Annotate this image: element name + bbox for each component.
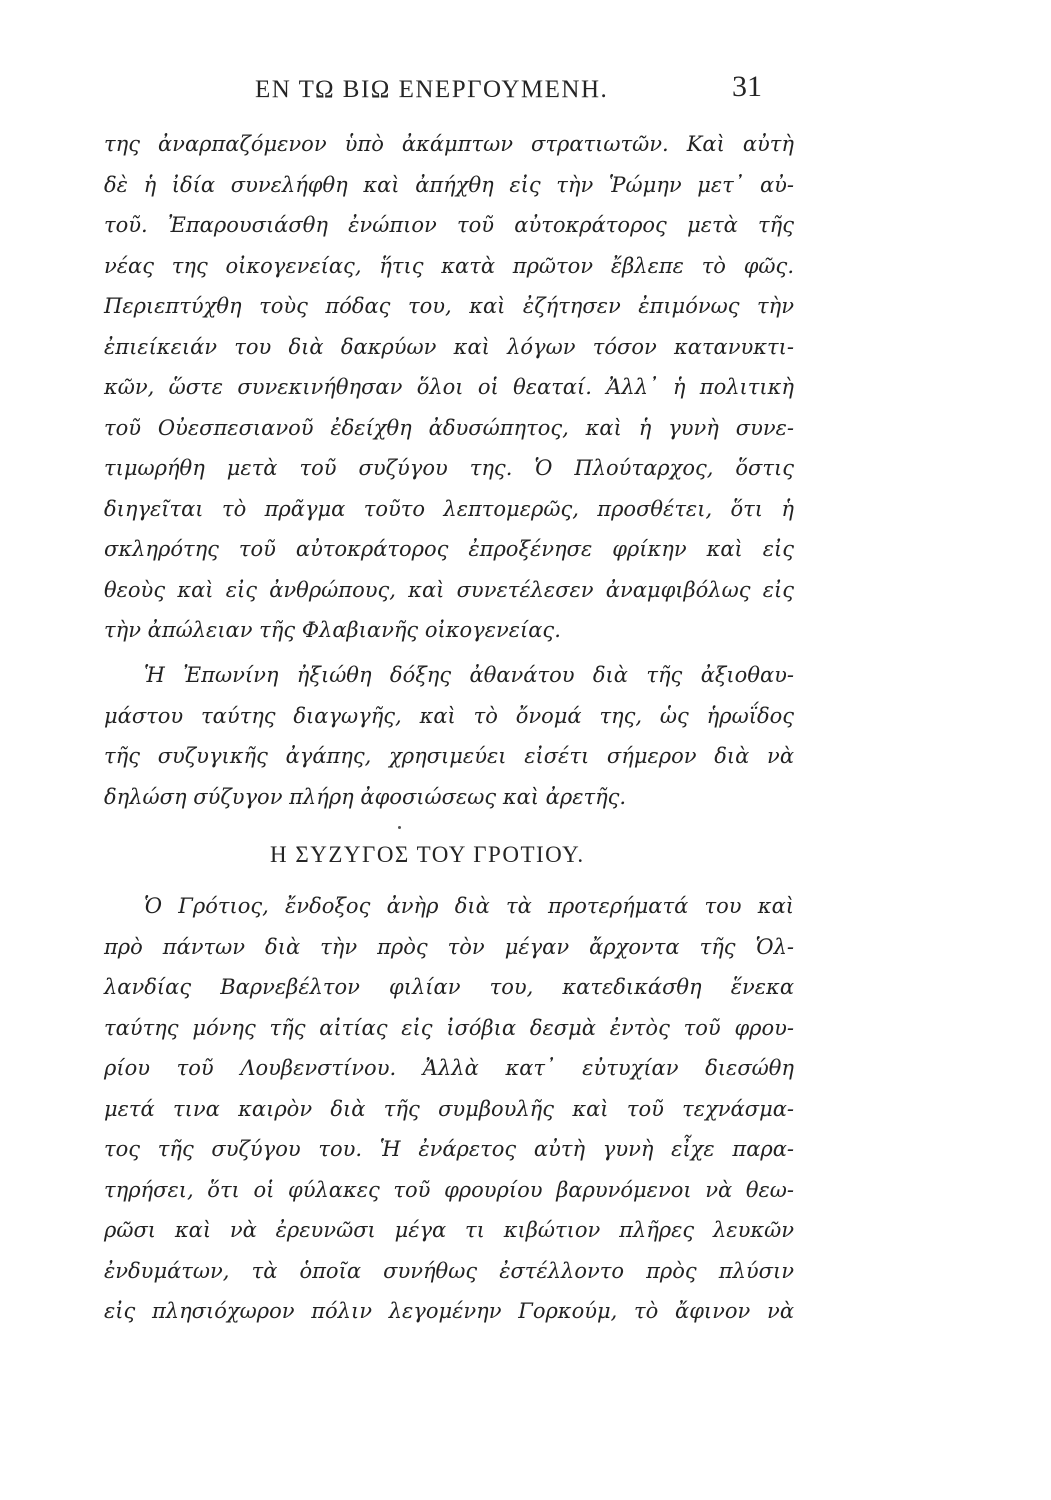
paragraph-grotius [104, 886, 794, 1332]
text-line: δὲ ἡ ἰδία συνελήφθη καὶ ἀπήχθη εἰς τὴν Ῥώμην μετ᾽ αὐ- [104, 172, 794, 197]
text-line-final: τὴν ἀπώλειαν τῆς Φλαβιανῆς οἰκογενείας. [104, 618, 561, 642]
text-line: εἰς πλησιόχωρον πόλιν λεγομένην Γορκούμ, τὸ ἄφινον νὰ [104, 1299, 794, 1323]
text-line: τοῦ. Ἐπαρουσιάσθη ἐνώπιον τοῦ αὐτοκράτορος μετὰ τῆς [104, 213, 794, 237]
ink-speck [398, 826, 401, 829]
running-title: ΕΝ ΤΩ ΒΙΩ ΕΝΕΡΓΟΥΜΕΝΗ. [255, 76, 609, 103]
text-line-indented: Ἡ Ἐπωνίνη ἠξιώθη δόξης ἀθανάτου διὰ τῆς ἀξιοθαυ- [144, 663, 794, 687]
text-line: Περιεπτύχθη τοὺς πόδας του, καὶ ἐζήτησεν ἐπιμόνως τὴν [104, 294, 794, 318]
text-line: τῆς συζυγικῆς ἀγάπης, χρησιμεύει εἰσέτι σήμερον διὰ νὰ [104, 744, 794, 768]
text-line: ταύτης μόνης τῆς αἰτίας εἰς ἰσόβια δεσμὰ ἐντὸς τοῦ φρου- [104, 1015, 794, 1040]
text-line: ἐνδυμάτων, τὰ ὁποῖα συνήθως ἐστέλλοντο πρὸς πλύσιν [104, 1258, 794, 1283]
text-line: νέας της οἰκογενείας, ἥτις κατὰ πρῶτον ἔβλεπε τὸ φῶς. [104, 253, 794, 278]
text-line: τηρήσει, ὅτι οἱ φύλακες τοῦ φρουρίου βαρυνόμενοι νὰ θεω- [104, 1177, 794, 1202]
running-head [100, 70, 780, 110]
paragraph-eponine [104, 655, 794, 817]
text-line-indented: Ὁ Γρότιος, ἔνδοξος ἀνὴρ διὰ τὰ προτερήματά του καὶ [144, 894, 794, 918]
text-line: ἐπιείκειάν του διὰ δακρύων καὶ λόγων τόσον κατανυκτι- [104, 334, 794, 359]
paragraph-continuation [104, 124, 794, 651]
text-line: τιμωρήθη μετὰ τοῦ συζύγου της. Ὁ Πλούταρχος, ὅστις [104, 456, 794, 480]
text-line: μετά τινα καιρὸν διὰ τῆς συμβουλῆς καὶ τοῦ τεχνάσμα- [104, 1096, 794, 1121]
text-line: τοῦ Οὐεσπεσιανοῦ ἐδείχθη ἀδυσώπητος, καὶ ἡ γυνὴ συνε- [104, 415, 794, 440]
text-line: λανδίας Βαρνεβέλτον φιλίαν του, κατεδικάσθη ἕνεκα [104, 975, 794, 999]
text-line-final: δηλώση σύζυγον πλήρη ἀφοσιώσεως καὶ ἀρετῆς. [104, 784, 627, 809]
page-number: 31 [732, 70, 762, 103]
text-line: κῶν, ὥστε συνεκινήθησαν ὅλοι οἱ θεαταί. Ἀλλ᾽ ἡ πολιτικὴ [104, 375, 794, 399]
text-line: μάστου ταύτης διαγωγῆς, καὶ τὸ ὄνομά της, ὡς ἡρωΐδος [104, 703, 794, 728]
section-heading: Η ΣΥΖΥΓΟΣ ΤΟΥ ΓΡΟΤΙΟΥ. [270, 842, 585, 867]
text-line: τος τῆς συζύγου του. Ἡ ἐνάρετος αὐτὴ γυνὴ εἶχε παρα- [104, 1137, 794, 1161]
text-line: πρὸ πάντων διὰ τὴν πρὸς τὸν μέγαν ἄρχοντα τῆς Ὁλ- [104, 934, 794, 959]
text-line: ρῶσι καὶ νὰ ἐρευνῶσι μέγα τι κιβώτιον πλῆρες λευκῶν [104, 1218, 794, 1242]
text-line: ρίου τοῦ Λουβενστίνου. Ἀλλὰ κατ᾽ εὐτυχίαν διεσώθη [104, 1056, 794, 1080]
text-line: της ἀναρπαζόμενον ὑπὸ ἀκάμπτων στρατιωτῶν. Καὶ αὐτὴ [104, 132, 794, 156]
text-line: σκληρότης τοῦ αὐτοκράτορος ἐπροξένησε φρίκην καὶ εἰς [104, 537, 794, 561]
text-line: διηγεῖται τὸ πρᾶγμα τοῦτο λεπτομερῶς, προσθέτει, ὅτι ἡ [104, 496, 794, 521]
text-line: θεοὺς καὶ εἰς ἀνθρώπους, καὶ συνετέλεσεν ἀναμφιβόλως εἰς [104, 577, 794, 602]
